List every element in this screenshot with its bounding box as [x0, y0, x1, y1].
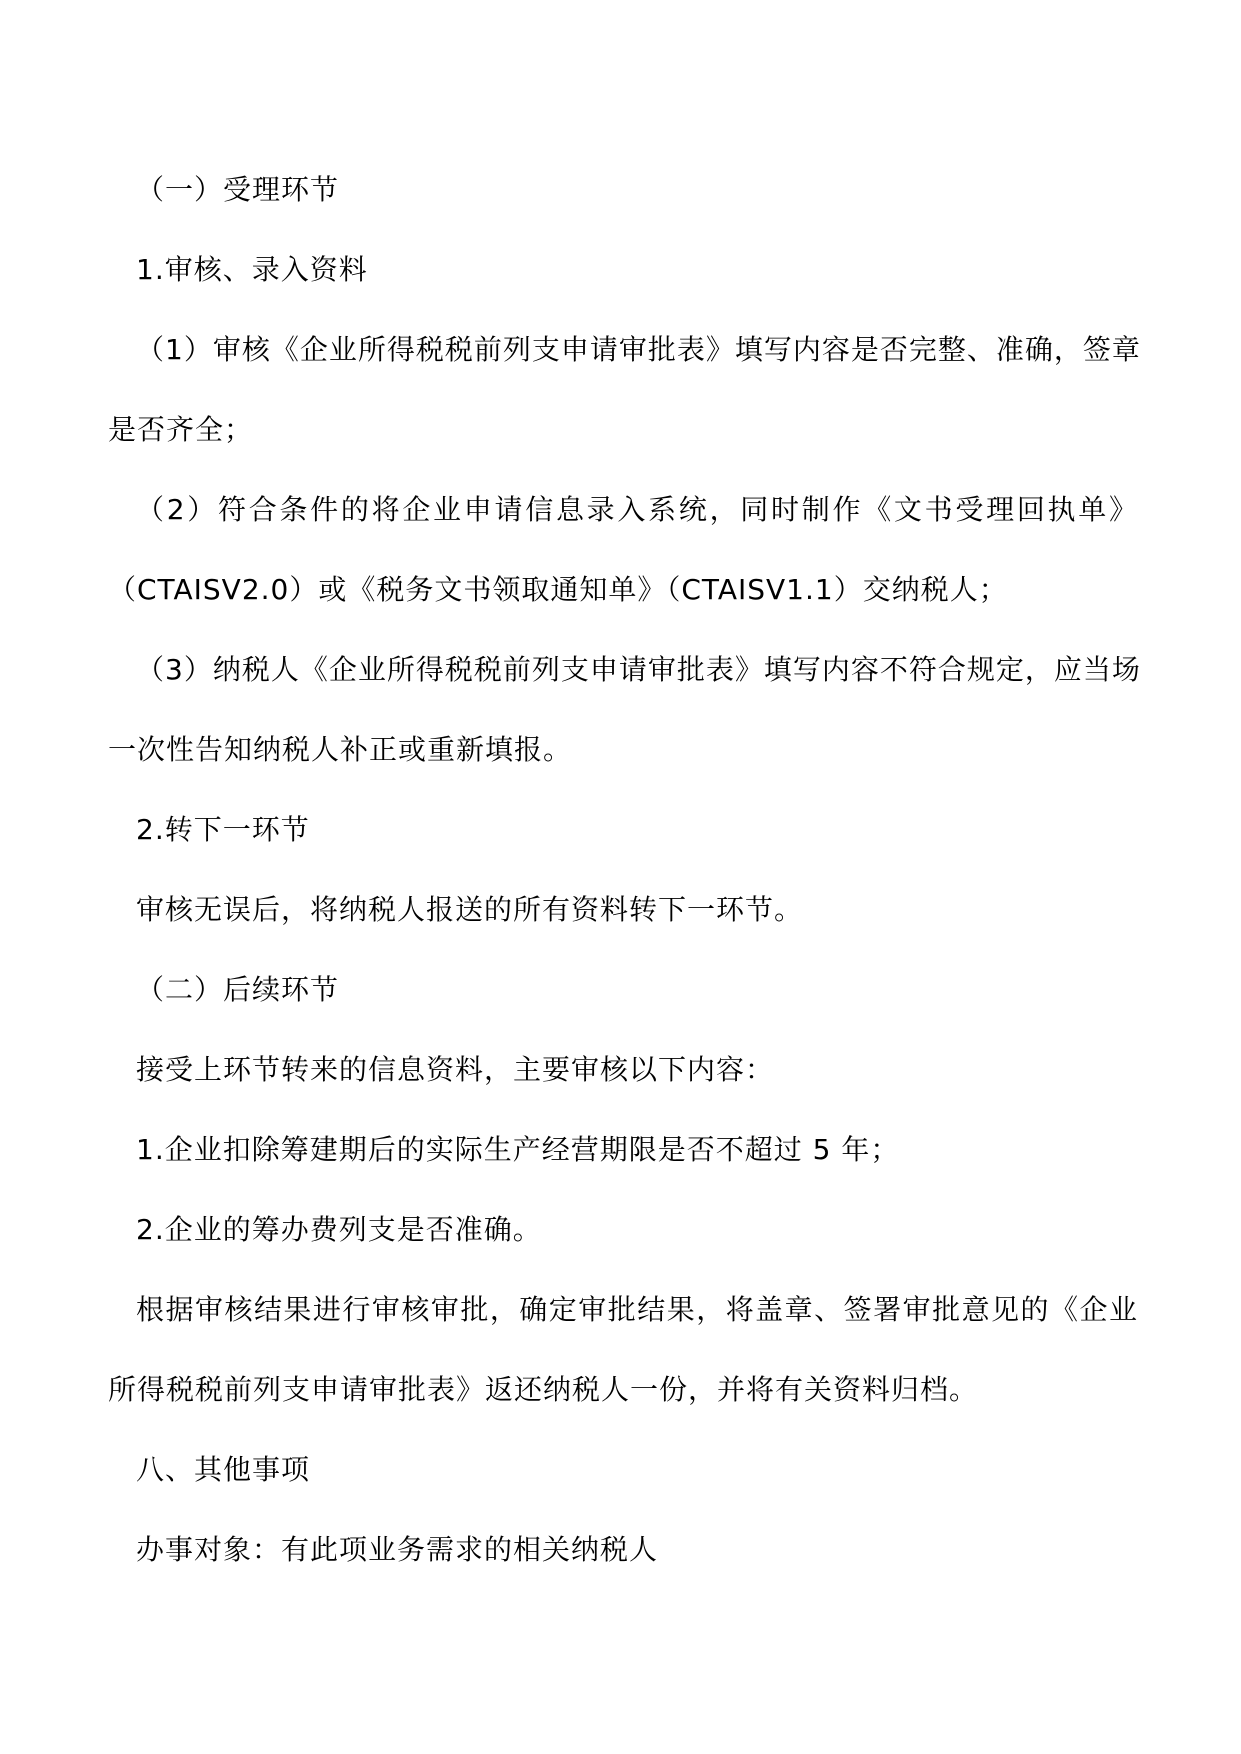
subheading-review-input: 1.审核、录入资料	[136, 253, 368, 286]
paragraph-applicable-objects: 办事对象：有此项业务需求的相关纳税人	[136, 1533, 659, 1566]
paragraph-approval-line-2: 所得税税前列支申请审批表》返还纳税人一份，并将有关资料归档。	[108, 1373, 979, 1406]
paragraph-approval-line-1: 根据审核结果进行审核审批，确定审批结果，将盖章、签署审批意见的《企业	[136, 1293, 1138, 1326]
subheading-next-step: 2.转下一环节	[136, 813, 310, 846]
list-item-followup-2: 2.企业的筹办费列支是否准确。	[136, 1213, 542, 1246]
paragraph-item-3-line-2: 一次性告知纳税人补正或重新填报。	[108, 733, 573, 766]
paragraph-next-step: 审核无误后，将纳税人报送的所有资料转下一环节。	[136, 893, 804, 926]
paragraph-item-3-line-1: （3）纳税人《企业所得税税前列支申请审批表》填写内容不符合规定，应当场	[136, 653, 1141, 686]
paragraph-item-2-line-2: （CTAISV2.0）或《税务文书领取通知单》（CTAISV1.1）交纳税人；	[108, 573, 1008, 606]
section-heading-other-matters: 八、其他事项	[136, 1453, 311, 1486]
paragraph-item-2-line-1: （2）符合条件的将企业申请信息录入系统，同时制作《文书受理回执单》	[136, 493, 1138, 526]
paragraph-item-1-line-2: 是否齐全；	[108, 413, 254, 446]
section-heading-acceptance: （一）受理环节	[136, 173, 340, 206]
paragraph-followup-intro: 接受上环节转来的信息资料，主要审核以下内容：	[136, 1053, 775, 1086]
section-heading-followup: （二）后续环节	[136, 973, 340, 1006]
list-item-followup-1: 1.企业扣除筹建期后的实际生产经营期限是否不超过 5 年；	[136, 1133, 900, 1166]
paragraph-item-1-line-1: （1）审核《企业所得税税前列支申请审批表》填写内容是否完整、准确，签章	[136, 333, 1141, 366]
